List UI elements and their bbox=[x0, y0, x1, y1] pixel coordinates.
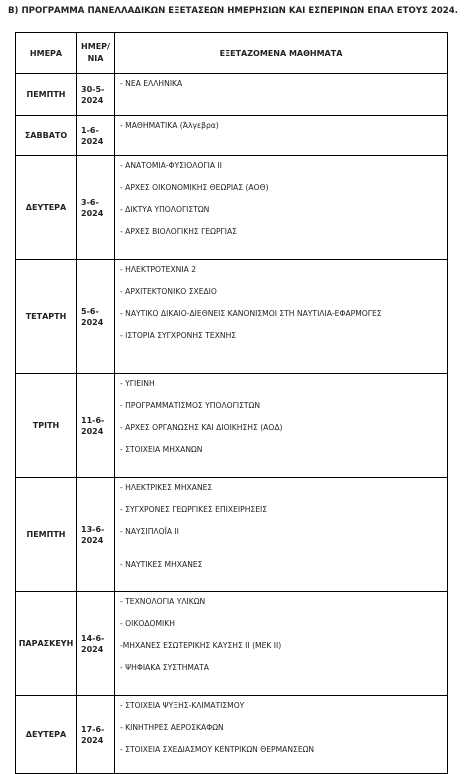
subject-item: - ΙΣΤΟΡΙΑ ΣΥΓΧΡΟΝΗΣ ΤΕΧΝΗΣ bbox=[120, 331, 237, 340]
subject-item: - ΝΑΥΤΙΚΕΣ ΜΗΧΑΝΕΣ bbox=[120, 560, 203, 569]
row-date-part: 30-5- bbox=[81, 84, 105, 94]
row-day: ΔΕΥΤΕΡΑ bbox=[16, 156, 77, 260]
row-subjects bbox=[115, 156, 448, 260]
row-date bbox=[77, 116, 115, 156]
row-subjects bbox=[115, 374, 448, 478]
header-date-line1: ΗΜΕΡ/ bbox=[81, 42, 110, 51]
subject-item: - ΣΤΟΙΧΕΙΑ ΜΗΧΑΝΩΝ bbox=[120, 445, 203, 454]
row-date-part: 2024 bbox=[81, 317, 104, 327]
table-row bbox=[16, 696, 448, 774]
subject-item: - ΣΤΟΙΧΕΙΑ ΨΥΞΗΣ-ΚΛΙΜΑΤΙΣΜΟΥ bbox=[120, 701, 245, 710]
row-day: ΠΕΜΠΤΗ bbox=[16, 74, 77, 116]
row-date-part: 14-6- bbox=[81, 633, 105, 643]
row-date bbox=[77, 478, 115, 592]
header-subjects: ΕΞΕΤΑΖΟΜΕΝΑ ΜΑΘΗΜΑΤΑ bbox=[115, 33, 448, 74]
row-date-part: 11-6- bbox=[81, 415, 105, 425]
subject-item: - ΝΕΑ ΕΛΛΗΝΙΚΑ bbox=[120, 79, 183, 88]
header-date-line2: ΝΙΑ bbox=[87, 54, 104, 63]
subject-item: - ΥΓΙΕΙΝΗ bbox=[120, 379, 155, 388]
row-date bbox=[77, 696, 115, 774]
subject-item: - ΣΥΓΧΡΟΝΕΣ ΓΕΩΡΓΙΚΕΣ ΕΠΙΧΕΙΡΗΣΕΙΣ bbox=[120, 505, 268, 514]
row-date-part: 2024 bbox=[81, 208, 104, 218]
row-date bbox=[77, 592, 115, 696]
row-subjects bbox=[115, 592, 448, 696]
row-date-part: 2024 bbox=[81, 735, 104, 745]
subject-item: - ΑΡΧΕΣ ΟΙΚΟΝΟΜΙΚΗΣ ΘΕΩΡΙΑΣ (ΑΟΘ) bbox=[120, 183, 269, 192]
row-date-part: 5-6- bbox=[81, 306, 99, 316]
subject-item: - ΟΙΚΟΔΟΜΙΚΗ bbox=[120, 619, 175, 628]
row-subjects bbox=[115, 478, 448, 592]
subject-item: - ΚΙΝΗΤΗΡΕΣ ΑΕΡΟΣΚΑΦΩΝ bbox=[120, 723, 224, 732]
row-date bbox=[77, 156, 115, 260]
row-date-part: 2024 bbox=[81, 95, 104, 105]
subject-item: - ΣΤΟΙΧΕΙΑ ΣΧΕΔΙΑΣΜΟΥ ΚΕΝΤΡΙΚΩΝ ΘΕΡΜΑΝΣΕΩΝ bbox=[120, 745, 315, 754]
subject-item: - ΤΕΧΝΟΛΟΓΙΑ ΥΛΙΚΩΝ bbox=[120, 597, 206, 606]
subject-item: - ΜΑΘΗΜΑΤΙΚΑ (Άλγεβρα) bbox=[120, 121, 219, 130]
row-date-part: 3-6- bbox=[81, 197, 99, 207]
subject-item: - ΑΡΧΕΣ ΒΙΟΛΟΓΙΚΗΣ ΓΕΩΡΓΙΑΣ bbox=[120, 227, 237, 236]
table-row bbox=[16, 260, 448, 374]
subject-item: -ΜΗΧΑΝΕΣ ΕΣΩΤΕΡΙΚΗΣ ΚΑΥΣΗΣ ΙΙ (ΜΕΚ ΙΙ) bbox=[120, 641, 282, 650]
row-day: ΤΡΙΤΗ bbox=[16, 374, 77, 478]
row-date-part: 17-6- bbox=[81, 724, 105, 734]
row-day: ΤΕΤΑΡΤΗ bbox=[16, 260, 77, 374]
row-subjects bbox=[115, 74, 448, 116]
subject-item: - ΠΡΟΓΡΑΜΜΑΤΙΣΜΟΣ ΥΠΟΛΟΓΙΣΤΩΝ bbox=[120, 401, 261, 410]
row-subjects bbox=[115, 116, 448, 156]
row-date-part: 2024 bbox=[81, 426, 104, 436]
row-date bbox=[77, 260, 115, 374]
table-header-row bbox=[16, 33, 448, 74]
subject-item: - ΑΝΑΤΟΜΙΑ-ΦΥΣΙΟΛΟΓΙΑ ΙΙ bbox=[120, 161, 222, 170]
subject-item: - ΑΡΧΙΤΕΚΤΟΝΙΚΟ ΣΧΕΔΙΟ bbox=[120, 287, 217, 296]
row-date bbox=[77, 374, 115, 478]
table-row bbox=[16, 156, 448, 260]
row-date bbox=[77, 74, 115, 116]
subject-item: - ΝΑΥΤΙΚΟ ΔΙΚΑΙΟ-ΔΙΕΘΝΕΙΣ ΚΑΝΟΝΙΣΜΟΙ ΣΤΗ ΝΑΥΤΙΛΙΑ-ΕΦΑΡΜΟΓΕΣ bbox=[120, 309, 382, 318]
row-day: ΔΕΥΤΕΡΑ bbox=[16, 696, 77, 774]
row-day: ΣΑΒΒΑΤΟ bbox=[16, 116, 77, 156]
row-subjects bbox=[115, 260, 448, 374]
table-row bbox=[16, 592, 448, 696]
row-date-part: 1-6- bbox=[81, 125, 99, 135]
header-day: ΗΜΕΡΑ bbox=[16, 33, 77, 74]
subject-item: - ΗΛΕΚΤΡΟΤΕΧΝΙΑ 2 bbox=[120, 265, 197, 274]
row-date-part: 2024 bbox=[81, 136, 104, 146]
table-row bbox=[16, 478, 448, 592]
subject-item: - ΗΛΕΚΤΡΙΚΕΣ ΜΗΧΑΝΕΣ bbox=[120, 483, 213, 492]
row-day: ΠΕΜΠΤΗ bbox=[16, 478, 77, 592]
table-row bbox=[16, 374, 448, 478]
exam-schedule-table bbox=[15, 32, 448, 774]
table-row bbox=[16, 116, 448, 156]
row-subjects bbox=[115, 696, 448, 774]
header-date bbox=[77, 33, 115, 74]
subject-item: - ΨΗΦΙΑΚΑ ΣΥΣΤΗΜΑΤΑ bbox=[120, 663, 210, 672]
subject-item: - ΑΡΧΕΣ ΟΡΓΑΝΩΣΗΣ ΚΑΙ ΔΙΟΙΚΗΣΗΣ (ΑΟΔ) bbox=[120, 423, 283, 432]
table-row bbox=[16, 74, 448, 116]
row-date-part: 2024 bbox=[81, 644, 104, 654]
subject-item: - ΝΑΥΣΙΠΛΟΪΑ ΙΙ bbox=[120, 527, 179, 536]
page-title: Β) ΠΡΟΓΡΑΜΜΑ ΠΑΝΕΛΛΑΔΙΚΩΝ ΕΞΕΤΑΣΕΩΝ ΗΜΕΡΗΣΙΩΝ ΚΑΙ ΕΣΠΕΡΙΝΩΝ ΕΠΑΛ ΕΤΟΥΣ 2024. bbox=[8, 6, 459, 16]
row-day: ΠΑΡΑΣΚΕΥΗ bbox=[16, 592, 77, 696]
row-date-part: 13-6- bbox=[81, 524, 105, 534]
subject-item: - ΔΙΚΤΥΑ ΥΠΟΛΟΓΙΣΤΩΝ bbox=[120, 205, 210, 214]
row-date-part: 2024 bbox=[81, 535, 104, 545]
